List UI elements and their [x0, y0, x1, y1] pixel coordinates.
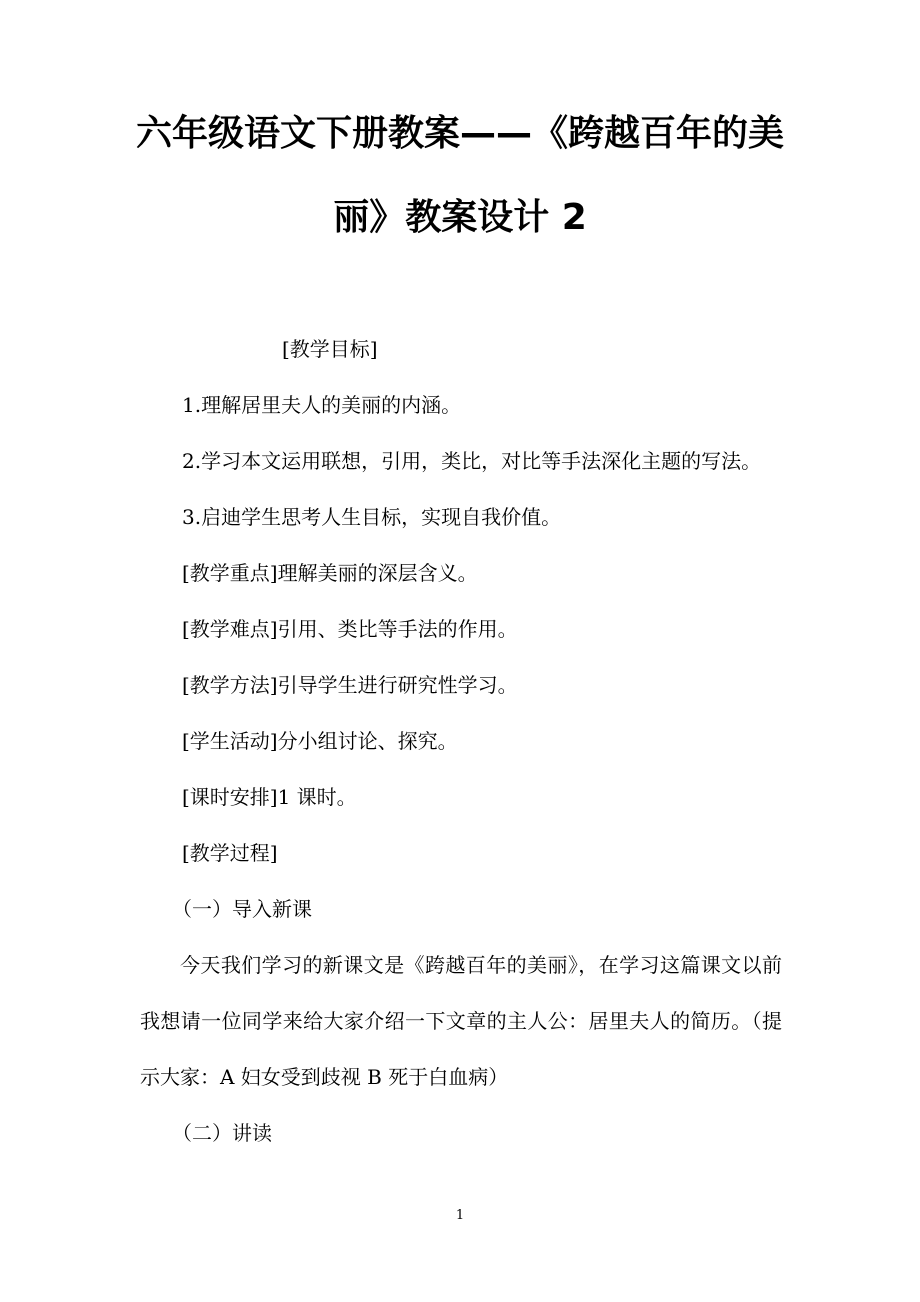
- process-heading: [教学过程]: [182, 841, 278, 865]
- document-title-line-1: 六年级语文下册教案——《跨越百年的美: [135, 113, 784, 154]
- objective-item-2: 2.学习本文运用联想，引用，类比，对比等手法深化主题的写法。: [182, 449, 762, 473]
- document-title-line-2: 丽》教案设计 2: [333, 197, 587, 238]
- section-heading-intro: （一）导入新课: [172, 897, 312, 921]
- schedule-line: [课时安排]1 课时。: [182, 785, 357, 809]
- objective-item-1: 1.理解居里夫人的美丽的内涵。: [182, 393, 462, 417]
- activity-line: [学生活动]分小组讨论、探究。: [182, 729, 458, 753]
- objective-item-3: 3.启迪学生思考人生目标，实现自我价值。: [182, 505, 562, 529]
- key-point-line: [教学重点]理解美丽的深层含义。: [182, 561, 478, 585]
- section-heading-reading: （二）讲读: [172, 1121, 272, 1145]
- intro-paragraph: 今天我们学习的新课文是《跨越百年的美丽》，在学习这篇课文以前我想请一位同学来给大家介绍一下文章的主人公：居里夫人的简历。（提示大家：A 妇女受到歧视 B 死于白血病）: [140, 953, 782, 1089]
- page-number: 1: [455, 1208, 465, 1223]
- objectives-heading: [教学目标]: [282, 337, 378, 361]
- method-line: [教学方法]引导学生进行研究性学习。: [182, 673, 518, 697]
- difficulty-line: [教学难点]引用、类比等手法的作用。: [182, 617, 518, 641]
